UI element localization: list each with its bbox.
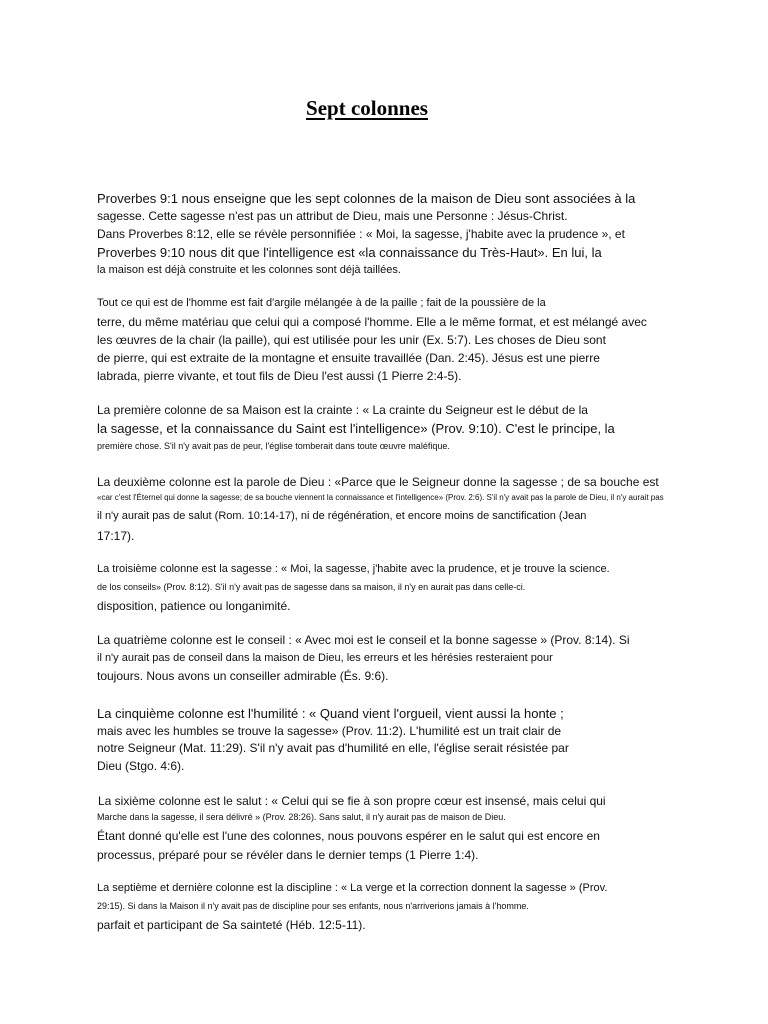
text-line: Proverbes 9:1 nous enseigne que les sept colonnes de la maison de Dieu sont associées à la	[97, 191, 636, 206]
text-line: Dieu (Stgo. 4:6).	[97, 759, 185, 773]
text-line: la sagesse, et la connaissance du Saint est l'intelligence» (Prov. 9:10). C'est le principe, la	[97, 421, 615, 436]
text-line: La septième et dernière colonne est la discipline : « La verge et la correction donnent la sagesse » (Prov.	[97, 882, 608, 894]
document-title: Sept colonnes	[306, 96, 428, 120]
text-line: de los conseils» (Prov. 8:12). S'il n'y avait pas de sagesse dans sa maison, il n'y en aurait pas dans celle-ci.	[97, 582, 526, 592]
text-line: Proverbes 9:10 nous dit que l'intelligence est «la connaissance du Très-Haut». En lui, la	[97, 245, 602, 260]
text-line: il n'y aurait pas de salut (Rom. 10:14-17), ni de régénération, et encore moins de sanctification (Jean	[97, 510, 587, 522]
text-line: toujours. Nous avons un conseiller admirable (És. 9:6).	[97, 669, 389, 683]
text-line: sagesse. Cette sagesse n'est pas un attribut de Dieu, mais une Personne : Jésus-Christ.	[97, 209, 568, 223]
text-line: Dans Proverbes 8:12, elle se révèle personnifiée : « Moi, la sagesse, j'habite avec la prudence », et	[97, 227, 625, 241]
text-line: 17:17).	[97, 529, 135, 543]
text-line: 29:15). Si dans la Maison il n'y avait pas de discipline pour ses enfants, nous n'arriverions jamais à l'homme.	[97, 901, 529, 911]
text-line: la maison est déjà construite et les colonnes sont déjà taillées.	[97, 264, 401, 276]
text-line: de pierre, qui est extraite de la montagne et ensuite travaillée (Dan. 2:45). Jésus est une pierre	[97, 351, 600, 365]
text-line: Étant donné qu'elle est l'une des colonnes, nous pouvons espérer en le salut qui est encore en	[97, 829, 600, 843]
text-line: terre, du même matériau que celui qui a composé l'homme. Elle a le même format, et est mélangé avec	[97, 315, 647, 329]
text-line: La cinquième colonne est l'humilité : « Quand vient l'orgueil, vient aussi la honte ;	[97, 706, 564, 721]
text-line: parfait et participant de Sa sainteté (Héb. 12:5-11).	[97, 918, 366, 932]
text-line: labrada, pierre vivante, et tout fils de Dieu l'est aussi (1 Pierre 2:4-5).	[97, 369, 462, 383]
text-line: Tout ce qui est de l'homme est fait d'argile mélangée à de la paille ; fait de la poussière de la	[97, 297, 546, 309]
text-line: La première colonne de sa Maison est la crainte : « La crainte du Seigneur est le début de la	[97, 403, 588, 417]
text-line: les œuvres de la chair (la paille), qui est utilisée pour les unir (Ex. 5:7). Les choses de Dieu sont	[97, 333, 606, 347]
text-line: disposition, patience ou longanimité.	[97, 599, 291, 613]
text-line: il n'y aurait pas de conseil dans la maison de Dieu, les erreurs et les hérésies resteraient pour	[97, 652, 553, 664]
text-line: première chose. S'il n'y avait pas de peur, l'église tomberait dans toute œuvre maléfique.	[97, 441, 450, 451]
text-line: La quatrième colonne est le conseil : « Avec moi est le conseil et la bonne sagesse » (Prov. 8:14). Si	[97, 633, 630, 647]
text-line: Marche dans la sagesse, il sera délivré » (Prov. 28:26). Sans salut, il n'y aurait pas de maison de Dieu.	[97, 812, 506, 822]
text-line: processus, préparé pour se révéler dans le dernier temps (1 Pierre 1:4).	[97, 848, 479, 862]
text-line: La deuxième colonne est la parole de Dieu : «Parce que le Seigneur donne la sagesse ; de sa bouche est	[97, 475, 659, 489]
text-line: La sixième colonne est le salut : « Celui qui se fie à son propre cœur est insensé, mais celui qui	[98, 794, 606, 808]
text-line: «car c'est l'Éternel qui donne la sagesse; de sa bouche viennent la connaissance et l'intelligence» (Prov. 2:6). S'il n'y avait pas la parole de Dieu, il n'y aurait pas	[97, 493, 664, 502]
text-line: notre Seigneur (Mat. 11:29). S'il n'y avait pas d'humilité en elle, l'église serait résistée par	[97, 741, 569, 755]
text-line: mais avec les humbles se trouve la sagesse» (Prov. 11:2). L'humilité est un trait clair de	[97, 724, 562, 738]
text-line: La troisième colonne est la sagesse : « Moi, la sagesse, j'habite avec la prudence, et je trouve la science.	[97, 563, 610, 575]
